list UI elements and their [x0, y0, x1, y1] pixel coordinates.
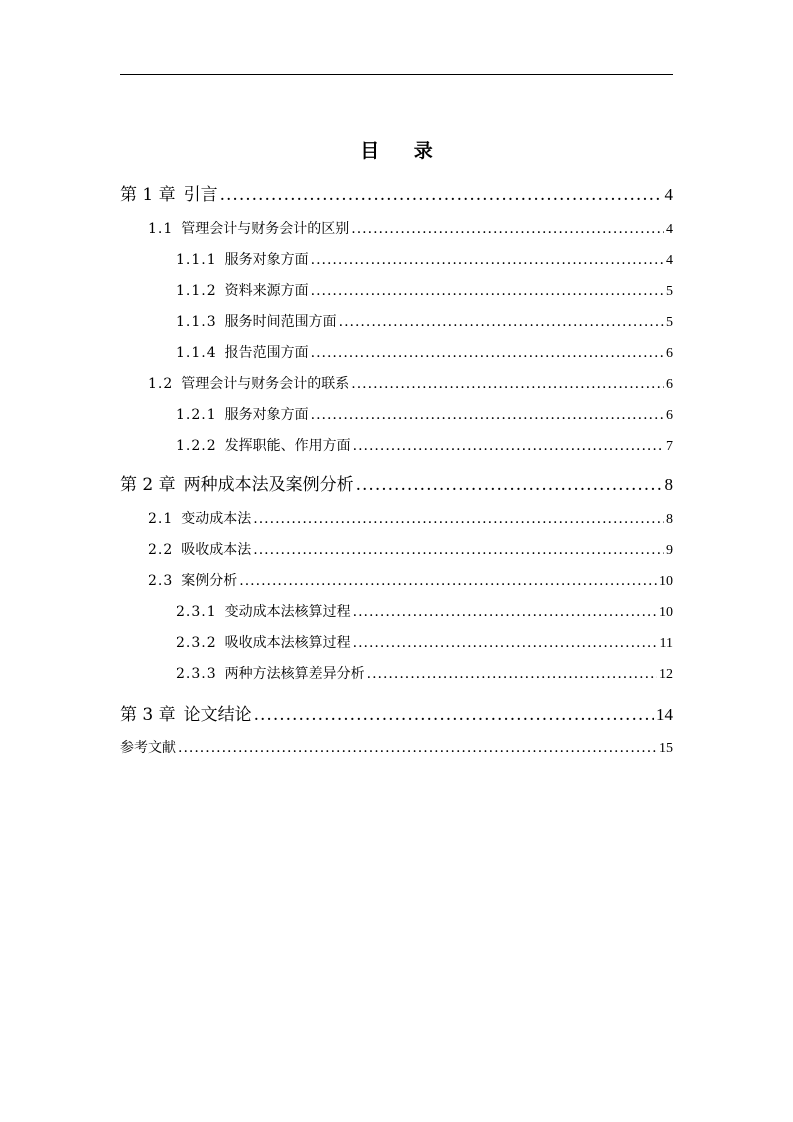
toc-entry-page: 6 [666, 377, 673, 392]
toc-entry[interactable] [148, 508, 673, 528]
toc-leader-dots [353, 635, 658, 651]
toc-leader-dots [253, 511, 664, 527]
toc-entry[interactable] [148, 570, 673, 590]
toc-entry-number: 1.1.1 [176, 252, 217, 268]
toc-entry-page: 4 [664, 185, 673, 204]
toc-entry-title: 引言 [183, 185, 218, 205]
toc-entry-page: 4 [666, 253, 673, 268]
toc-entry[interactable] [176, 663, 673, 683]
toc-leader-dots [311, 283, 664, 299]
toc-leader-dots [311, 345, 664, 361]
toc-leader-dots [351, 221, 664, 237]
toc-entry-page: 8 [664, 475, 673, 494]
toc-entry[interactable] [176, 404, 673, 424]
toc-entry-number: 2.3 [148, 573, 174, 589]
toc-entry-number: 2.2 [148, 542, 174, 558]
toc-entry-title: 两种成本法及案例分析 [183, 475, 354, 495]
toc-entry-title: 服务对象方面 [224, 252, 309, 268]
toc-entry-title: 吸收成本法核算过程 [224, 635, 351, 651]
toc-entry-number: 1.2.2 [176, 438, 217, 454]
toc-entry-number: 第 1 章 [120, 185, 176, 205]
toc-entry-page: 15 [659, 741, 673, 756]
toc-entry-page: 11 [659, 636, 673, 651]
toc-entry[interactable] [148, 218, 673, 238]
toc-entry-title: 资料来源方面 [224, 283, 309, 299]
toc-entry[interactable] [120, 470, 673, 495]
toc-leader-dots [311, 252, 664, 268]
toc-leader-dots [339, 314, 664, 330]
toc-entry-page: 9 [666, 543, 673, 558]
toc-entry[interactable] [176, 280, 673, 300]
toc-entry-number: 第 2 章 [120, 475, 176, 495]
toc-leader-dots [239, 573, 657, 589]
toc-leader-dots [351, 376, 664, 392]
toc-entry-page: 5 [666, 284, 673, 299]
toc-entry-title: 两种方法核算差异分析 [224, 666, 365, 682]
toc-entry[interactable] [176, 435, 673, 455]
toc-entry-page: 14 [656, 705, 673, 724]
toc-entry[interactable] [120, 737, 673, 757]
toc-entry-page: 12 [659, 667, 673, 682]
toc-entry-number: 2.1 [148, 511, 174, 527]
toc-entry-title: 报告范围方面 [224, 345, 309, 361]
toc-title: 目 录 [360, 140, 447, 162]
toc-entry-title: 发挥职能、作用方面 [224, 438, 351, 454]
toc-leader-dots [367, 666, 657, 682]
toc-entry-page: 10 [659, 605, 673, 620]
toc-leader-dots [220, 185, 663, 205]
toc-entry-page: 8 [666, 512, 673, 527]
toc-entry-title: 管理会计与财务会计的区别 [181, 221, 350, 237]
toc-entry-number: 第 3 章 [120, 705, 176, 725]
toc-entry-number: 2.3.3 [176, 666, 217, 682]
toc-entry-number: 1.1.4 [176, 345, 217, 361]
toc-leader-dots [353, 438, 664, 454]
toc-leader-dots [253, 542, 664, 558]
toc-entry[interactable] [176, 601, 673, 621]
toc-entry[interactable] [148, 373, 673, 393]
toc-entry-title: 案例分析 [181, 573, 238, 589]
toc-entry[interactable] [176, 311, 673, 331]
header-rule [120, 74, 673, 75]
toc-entry-page: 7 [666, 439, 673, 454]
toc-leader-dots [254, 705, 654, 725]
toc-leader-dots [356, 475, 663, 495]
toc-entry-title: 论文结论 [183, 705, 252, 725]
toc-entry-title: 管理会计与财务会计的联系 [181, 376, 350, 392]
toc-entry[interactable] [148, 539, 673, 559]
toc-entry-number: 1.2.1 [176, 407, 217, 423]
toc-entry-title: 服务时间范围方面 [224, 314, 337, 330]
toc-entry-number: 1.1 [148, 221, 174, 237]
toc-entry-title: 服务对象方面 [224, 407, 309, 423]
toc-entry-number: 1.2 [148, 376, 174, 392]
toc-entry-number: 2.3.1 [176, 604, 217, 620]
toc-entry-page: 6 [666, 408, 673, 423]
toc-entry[interactable] [120, 180, 673, 205]
toc-entry-title: 吸收成本法 [181, 542, 252, 558]
toc-entry[interactable] [176, 632, 673, 652]
toc-entry-page: 4 [666, 222, 673, 237]
toc-entry-number: 2.3.2 [176, 635, 217, 651]
toc-leader-dots [353, 604, 657, 620]
toc-entry-title: 参考文献 [120, 740, 176, 756]
toc-entry[interactable] [176, 249, 673, 269]
toc-entry[interactable] [176, 342, 673, 362]
toc-entry-page: 10 [659, 574, 673, 589]
toc-entry[interactable] [120, 700, 673, 725]
toc-leader-dots [178, 740, 657, 756]
toc-leader-dots [311, 407, 664, 423]
toc-entry-number: 1.1.3 [176, 314, 217, 330]
toc-entry-title: 变动成本法核算过程 [224, 604, 351, 620]
toc-entry-number: 1.1.2 [176, 283, 217, 299]
toc-entry-page: 6 [666, 346, 673, 361]
toc-entry-title: 变动成本法 [181, 511, 252, 527]
toc-entry-page: 5 [666, 315, 673, 330]
